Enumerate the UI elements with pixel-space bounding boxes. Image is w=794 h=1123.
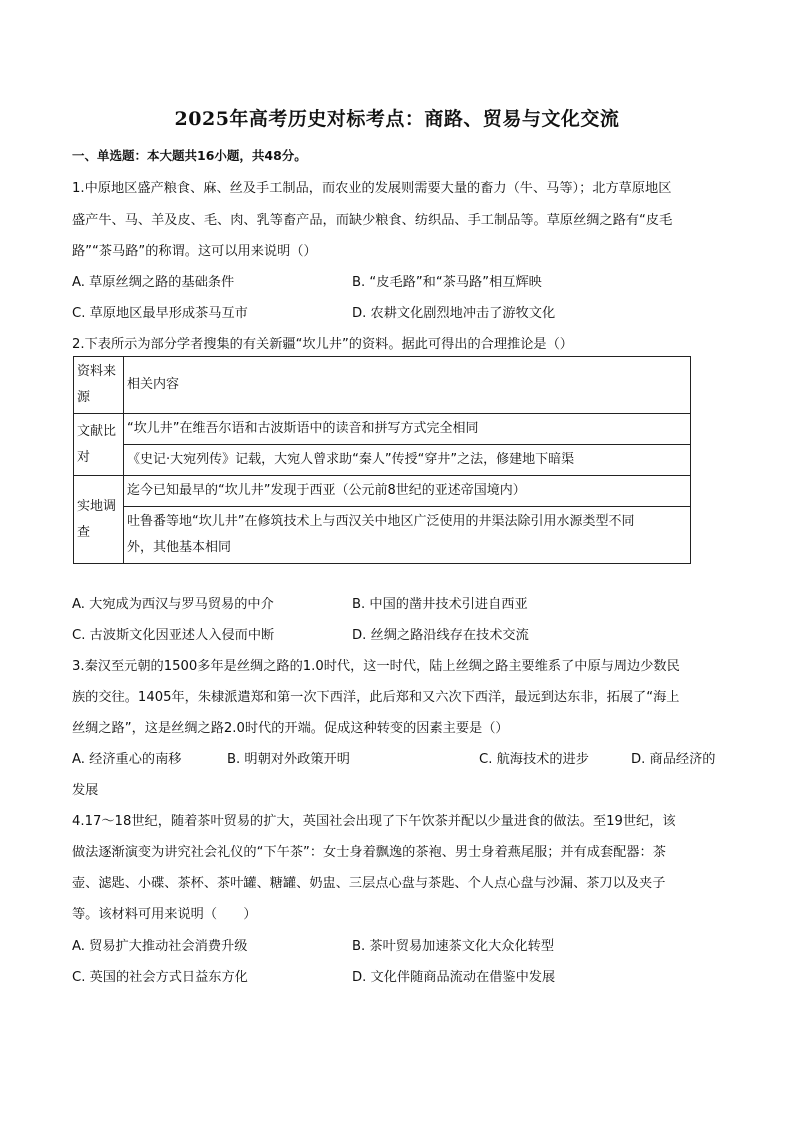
table-row xyxy=(74,414,691,445)
table-row xyxy=(74,507,691,564)
table-group-fieldwork: 实地调查 xyxy=(74,476,124,564)
q4-option-a: A. 贸易扩大推动社会消费升级 xyxy=(72,939,248,954)
table-cell-line: 外，其他基本相同 xyxy=(127,540,232,555)
table-cell: 迄今已知最早的“坎儿井”发现于西亚（公元前8世纪的亚述帝国境内） xyxy=(124,476,691,507)
q1-stem-line: 盛产牛、马、羊及皮、毛、肉、乳等畜产品，而缺少粮食、纺织品、手工制品等。草原丝绸之路有“皮毛 xyxy=(72,213,673,228)
page-title: 2025年高考历史对标考点：商路、贸易与文化交流 xyxy=(174,108,620,130)
q1-option-a: A. 草原丝绸之路的基础条件 xyxy=(72,275,235,290)
table-cell: 《史记·大宛列传》记载，大宛人曾求助“秦人”传授“穿井”之法，修建地下暗渠 xyxy=(124,445,691,476)
table-row xyxy=(74,476,691,507)
q1-stem-line: 1.中原地区盛产粮食、麻、丝及手工制品，而农业的发展则需要大量的畜力（牛、马等）；北方草原地区 xyxy=(72,181,672,196)
q4-stem-line: 壶、滤匙、小碟、茶杯、茶叶罐、糖罐、奶盅、三层点心盘与茶匙、个人点心盘与沙漏、茶刀以及夹子 xyxy=(72,876,666,891)
q3-option-a: A. 经济重心的南移 xyxy=(72,752,182,767)
q2-option-a: A. 大宛成为西汉与罗马贸易的中介 xyxy=(72,597,274,612)
q3-stem-line: 3.秦汉至元朝的1500多年是丝绸之路的1.0时代，这一时代，陆上丝绸之路主要维系了中原与周边少数民 xyxy=(72,659,680,674)
q1-option-d: D. 农耕文化剧烈地冲击了游牧文化 xyxy=(352,306,556,321)
q4-stem-line: 等。该材料可用来说明（ ） xyxy=(72,907,257,922)
table-cell-line: 吐鲁番等地“坎儿井”在修筑技术上与西汉关中地区广泛使用的井渠法除引用水源类型不同 xyxy=(127,514,635,529)
q4-option-c: C. 英国的社会方式日益东方化 xyxy=(72,970,248,985)
q3-option-b: B. 明朝对外政策开明 xyxy=(227,752,350,767)
table-cell: “坎儿井”在维吾尔语和古波斯语中的读音和拼写方式完全相同 xyxy=(124,414,691,445)
q2-option-d: D. 丝绸之路沿线存在技术交流 xyxy=(352,628,529,643)
q3-option-d: D. 商品经济的 xyxy=(631,752,716,767)
q2-option-c: C. 古波斯文化因亚述人入侵而中断 xyxy=(72,628,275,643)
q4-stem-line: 做法逐渐演变为讲究社会礼仪的“下午茶”：女士身着飘逸的茶袍、男士身着燕尾服；并有成套配器：茶 xyxy=(72,845,666,860)
table-header-row xyxy=(74,357,691,414)
q4-option-d: D. 文化伴随商品流动在借鉴中发展 xyxy=(352,970,556,985)
table-row xyxy=(74,445,691,476)
table-header-source: 资料来源 xyxy=(74,357,124,414)
q2-data-table xyxy=(73,356,691,564)
q1-stem-line: 路”“茶马路”的称谓。这可以用来说明（） xyxy=(72,244,317,259)
q2-stem: 2.下表所示为部分学者搜集的有关新疆“坎儿井”的资料。据此可得出的合理推论是（） xyxy=(72,337,573,352)
table-header-content: 相关内容 xyxy=(124,357,691,414)
q3-option-d-continued: 发展 xyxy=(72,783,99,798)
q3-stem-line: 丝绸之路”，这是丝绸之路2.0时代的开端。促成这种转变的因素主要是（） xyxy=(72,721,509,736)
table-cell xyxy=(124,507,691,564)
q4-option-b: B. 茶叶贸易加速茶文化大众化转型 xyxy=(352,939,555,954)
q4-stem-line: 4.17～18世纪，随着茶叶贸易的扩大，英国社会出现了下午饮茶并配以少量进食的做法。至19世纪，该 xyxy=(72,814,676,829)
q3-stem-line: 族的交往。1405年，朱棣派遣郑和第一次下西洋，此后郑和又六次下西洋，最远到达东非，拓展了“海上 xyxy=(72,690,680,705)
section-heading: 一、单选题：本大题共16小题，共48分。 xyxy=(72,148,307,163)
q2-option-b: B. 中国的凿井技术引进自西亚 xyxy=(352,597,528,612)
q3-option-c: C. 航海技术的进步 xyxy=(479,752,589,767)
q1-option-c: C. 草原地区最早形成茶马互市 xyxy=(72,306,248,321)
table-group-literature: 文献比对 xyxy=(74,414,124,476)
q1-option-b: B. “皮毛路”和“茶马路”相互辉映 xyxy=(352,275,542,290)
